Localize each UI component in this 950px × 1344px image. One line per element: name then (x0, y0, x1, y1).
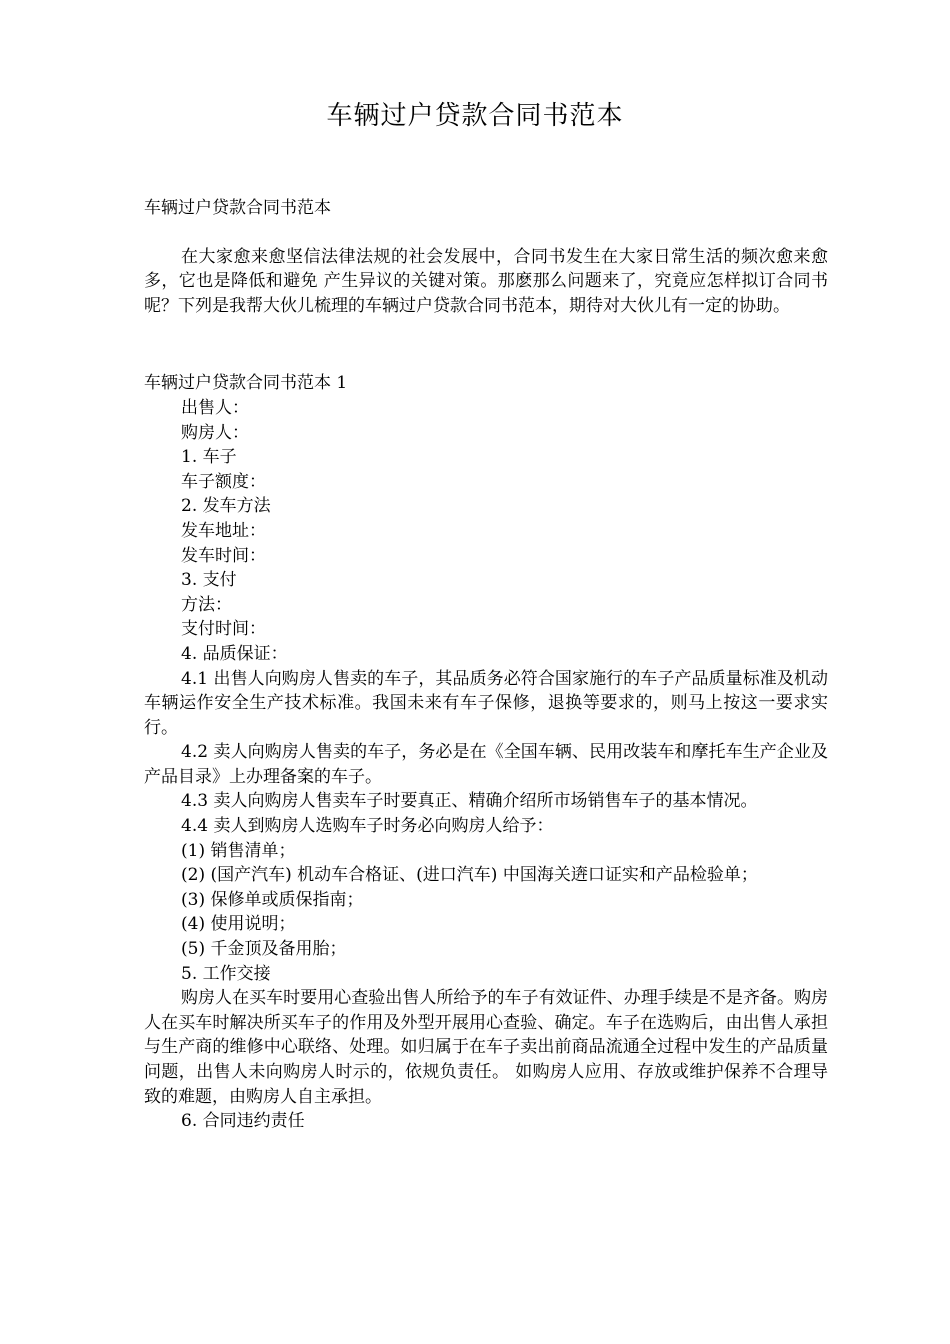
field-payment-time: 支付时间： (181, 619, 266, 640)
clause-paragraph: 购房人在买车时要用心查验出售人所给予的车子有效证件、办理手续是不是齐备。购房人在买车时解决所买车子的作用及外型开展用心查验、确定。车子在选购后，由出售人承担与生产商的维修中心联络、处理。如归属于在车子卖出前商品流通全过程中发生的产品质量问题，出售人未向购房人时示的，依规负责任。 如购房人应用、存放或维护保养不合理导致的难题，由购房人自主承担。 (144, 988, 828, 1107)
clause-heading: 3. 支付 (181, 570, 237, 591)
field-delivery-address: 发车地址： (181, 520, 266, 541)
field-buyer: 购房人： (181, 422, 249, 443)
document-body (144, 196, 828, 1134)
clause-heading: 4. 品质保证： (181, 643, 288, 664)
field-car-amount: 车子额度： (181, 471, 266, 492)
clause-heading: 1. 车子 (181, 447, 237, 468)
list-item: (4) 使用说明； (181, 914, 296, 935)
clause-paragraph: 4.3 卖人向购房人售卖车子时要真正、精确介绍所市场销售车子的基本情况。 (181, 791, 758, 812)
spacer (144, 318, 828, 371)
list-item: (5) 千金顶及备用胎； (181, 939, 347, 960)
document-title: 车辆过户贷款合同书范本 (326, 101, 624, 131)
clause-heading: 2. 发车方法 (181, 496, 271, 517)
clause-paragraph: 4.2 卖人向购房人售卖的车子，务必是在《全国车辆、民用改装车和摩托车生产企业及产品目录》上办理备案的车子。 (144, 742, 828, 787)
intro-paragraph: 在大家愈来愈坚信法律法规的社会发展中，合同书发生在大家日常生活的频次愈来愈多，它也是降低和避免 产生异议的关键对策。那麽那么问题来了，究竟应怎样拟订合同书呢？下列是我帮大伙儿梳理的车辆过户贷款合同书范本，期待对大伙儿有一定的协助。 (144, 246, 828, 316)
list-item: (1) 销售清单； (181, 840, 296, 861)
clause-paragraph: 4.1 出售人向购房人售卖的车子，其品质务必符合国家施行的车子产品质量标准及机动车辆运作安全生产技术标准。我国未来有车子保修，退换等要求的，则马上按这一要求实行。 (144, 668, 828, 738)
field-payment-method: 方法： (181, 594, 232, 615)
field-seller: 出售人： (181, 397, 249, 418)
document-subtitle: 车辆过户贷款合同书范本 (144, 198, 331, 218)
section-title: 车辆过户贷款合同书范本 1 (144, 373, 348, 394)
spacer (144, 221, 828, 245)
clause-paragraph: 4.4 卖人到购房人选购车子时务必向购房人给予： (181, 816, 554, 837)
clause-heading: 5. 工作交接 (181, 963, 271, 984)
list-item: (2) (国产汽车) 机动车合格证、(进口汽车) 中国海关逩口证实和产品检验单； (181, 865, 758, 886)
clause-heading: 6. 合同违约责任 (181, 1111, 305, 1132)
list-item: (3) 保修单或质保指南； (181, 889, 364, 910)
field-delivery-time: 发车时间： (181, 545, 266, 566)
